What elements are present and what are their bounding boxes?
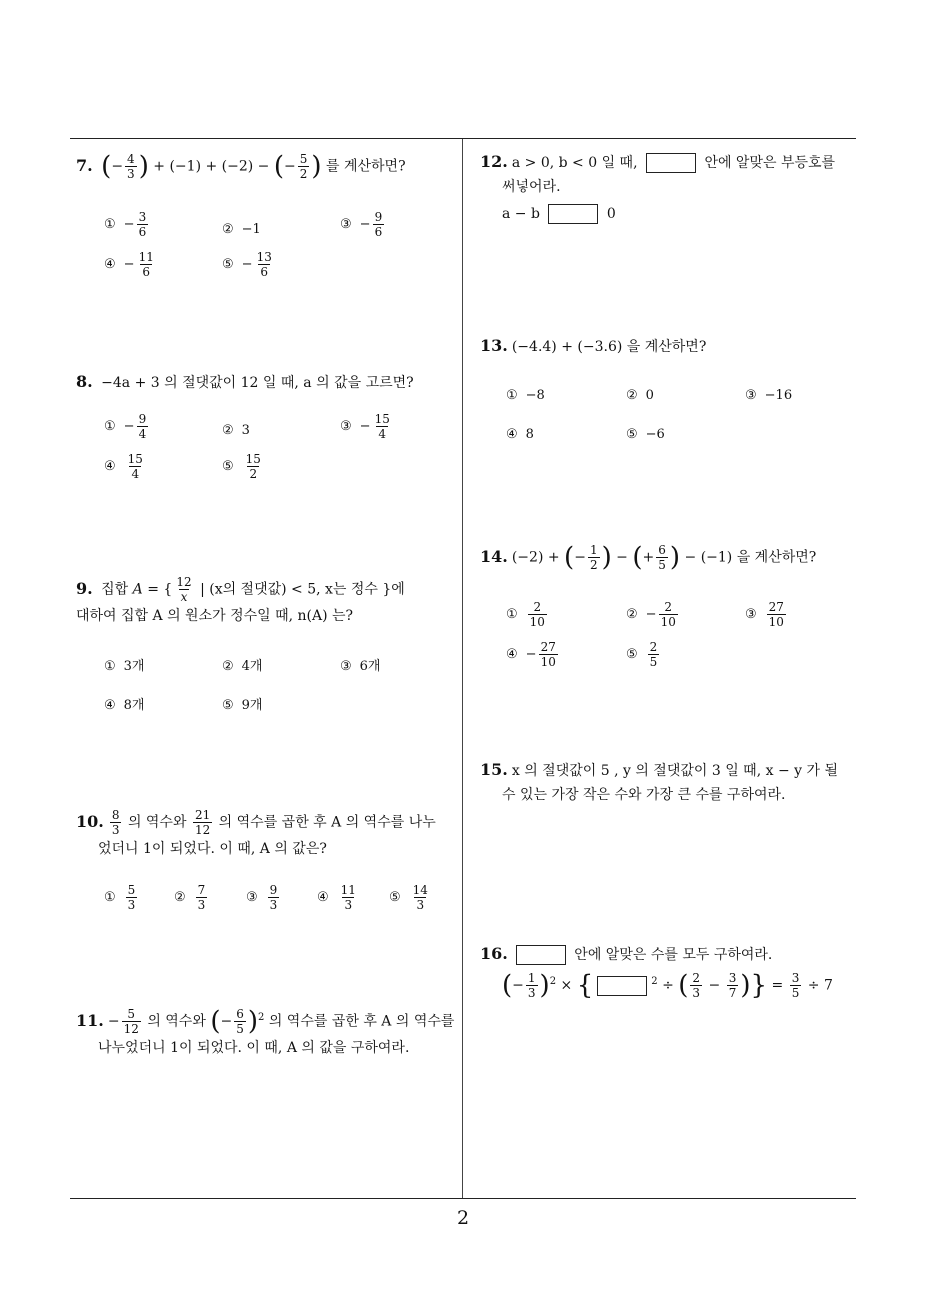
column-divider xyxy=(462,139,463,1198)
question-8: 8. −4a + 3 의 절댓값이 12 일 때, a 의 값을 고르면? xyxy=(76,372,414,391)
question-12: 12. a > 0, b < 0 일 때, 안에 알맞은 부등호를 써넣어라. xyxy=(480,152,836,195)
q10-option-5[interactable]: ⑤ $\frac{14}{3}$ xyxy=(389,883,428,912)
question-9: 9. 집합 A = { $\frac{12}{x}$ | (x의 절댓값) < 5, x는 정수 }에 대하여 집합 A 의 원소가 정수일 때, n(A) 는? xyxy=(76,575,405,624)
page-number: 2 xyxy=(456,1207,470,1229)
q13-option-3[interactable]: ③ −16 xyxy=(745,388,793,403)
q7-option-2[interactable]: ② −1 xyxy=(222,222,261,237)
q8-option-3[interactable]: ③ − $\frac{15}{4}$ xyxy=(340,412,390,441)
bottom-rule xyxy=(70,1198,856,1199)
q8-option-2[interactable]: ② 3 xyxy=(222,423,250,438)
q12-answer-box[interactable] xyxy=(548,204,598,224)
q8-option-4[interactable]: ④ $\frac{15}{4}$ xyxy=(104,452,143,481)
q14-option-2[interactable]: ② − $\frac{2}{10}$ xyxy=(626,600,676,629)
q12-blank-box[interactable] xyxy=(646,153,696,173)
q16-expression: (− $\frac{1}{3}$ )$^2$ × { $^2$ ÷ ( $\frac{2}{3}$ − $\frac{3}{7}$ )} = $\frac{3}{5}$ ÷ 7 xyxy=(502,970,833,1001)
q9-option-4[interactable]: ④ 8개 xyxy=(104,698,145,713)
q10-option-1[interactable]: ① $\frac{5}{3}$ xyxy=(104,883,136,912)
q13-option-1[interactable]: ① −8 xyxy=(506,388,545,403)
q9-option-2[interactable]: ② 4개 xyxy=(222,659,263,674)
q7-option-5[interactable]: ⑤ − $\frac{13}{6}$ xyxy=(222,250,272,279)
q10-option-3[interactable]: ③ $\frac{9}{3}$ xyxy=(246,883,278,912)
q16-answer-box[interactable] xyxy=(597,976,647,996)
q7-option-1[interactable]: ① − $\frac{3}{6}$ xyxy=(104,210,147,239)
q10-option-2[interactable]: ② $\frac{7}{3}$ xyxy=(174,883,206,912)
q9-option-1[interactable]: ① 3개 xyxy=(104,659,145,674)
q14-option-4[interactable]: ④ − $\frac{27}{10}$ xyxy=(506,640,556,669)
q12-expression: a − b 0 xyxy=(502,206,616,222)
top-rule xyxy=(70,138,856,139)
q9-option-5[interactable]: ⑤ 9개 xyxy=(222,698,263,713)
q10-option-4[interactable]: ④ $\frac{11}{3}$ xyxy=(317,883,356,912)
q7-option-4[interactable]: ④ − $\frac{11}{6}$ xyxy=(104,250,154,279)
question-15: 15. x 의 절댓값이 5 , y 의 절댓값이 3 일 때, x − y 가 될 수 있는 가장 작은 수와 가장 큰 수를 구하여라. xyxy=(480,760,838,803)
q8-option-5[interactable]: ⑤ $\frac{15}{2}$ xyxy=(222,452,261,481)
q7-option-3[interactable]: ③ − $\frac{9}{6}$ xyxy=(340,210,383,239)
q14-option-5[interactable]: ⑤ $\frac{2}{5}$ xyxy=(626,640,658,669)
question-10: 10. $\frac{8}{3}$ 의 역수와 $\frac{21}{12}$ 의 역수를 곱한 후 A 의 역수를 나누 었더니 1이 되었다. 이 때, A 의 값은? xyxy=(76,808,436,857)
question-11: 11. − $\frac{5}{12}$ 의 역수와 (− $\frac{6}{5}$ )$^2$ 의 역수를 곱한 후 A 의 역수를 나누었더니 1이 되었다. 이 때, A 의 값을 구하여라. xyxy=(76,1006,455,1057)
question-7: 7. (− $\frac{4}{3}$ ) + (−1) + (−2) − (− $\frac{5}{2}$ ) 를 계산하면? xyxy=(76,151,406,182)
q13-option-2[interactable]: ② 0 xyxy=(626,388,654,403)
q9-option-3[interactable]: ③ 6개 xyxy=(340,659,381,674)
q16-blank-box[interactable] xyxy=(516,945,566,965)
q13-option-5[interactable]: ⑤ −6 xyxy=(626,427,665,442)
q13-option-4[interactable]: ④ 8 xyxy=(506,427,534,442)
q8-option-1[interactable]: ① − $\frac{9}{4}$ xyxy=(104,412,147,441)
question-16: 16. 안에 알맞은 수를 모두 구하여라. xyxy=(480,944,773,963)
question-13: 13. (−4.4) + (−3.6) 을 계산하면? xyxy=(480,336,707,355)
q14-option-3[interactable]: ③ $\frac{27}{10}$ xyxy=(745,600,784,629)
q14-option-1[interactable]: ① $\frac{2}{10}$ xyxy=(506,600,545,629)
question-14: 14. (−2) + (− $\frac{1}{2}$ ) − (+ $\frac{6}{5}$ ) − (−1) 을 계산하면? xyxy=(480,542,817,573)
